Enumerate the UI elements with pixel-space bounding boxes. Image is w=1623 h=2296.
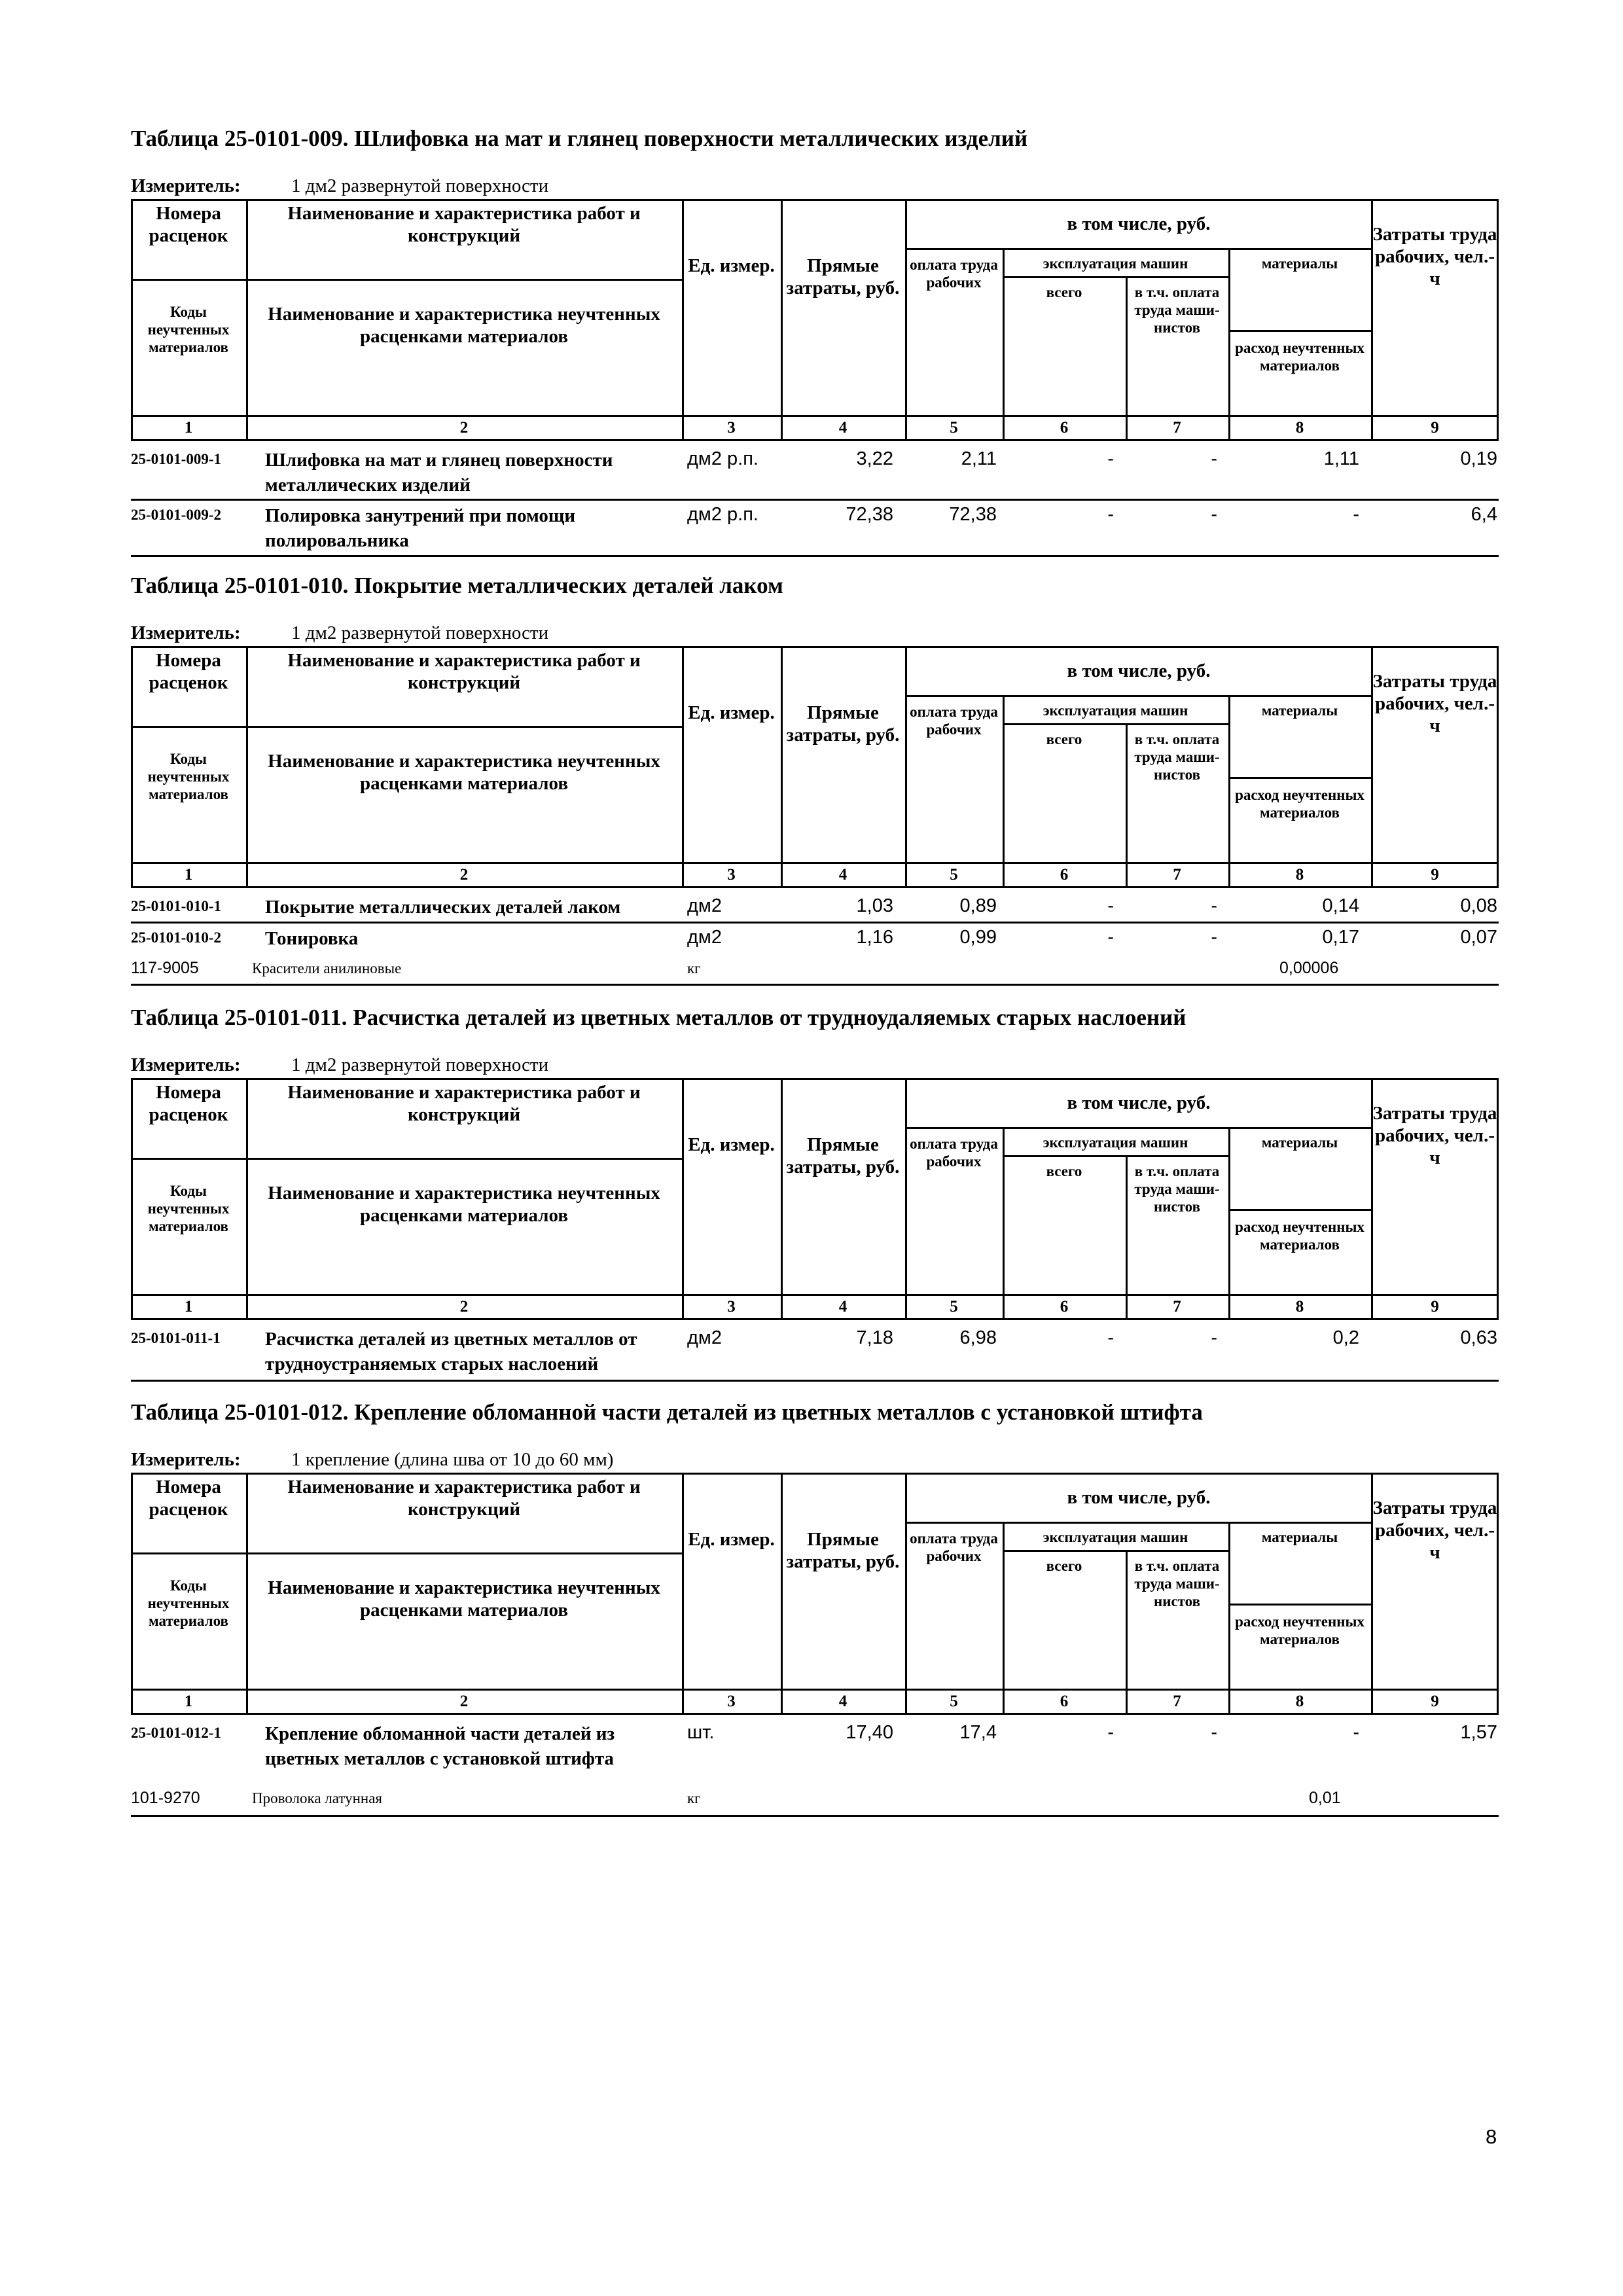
row-direct: 72,38 <box>846 504 893 525</box>
work-name-label: Наименование и характеристика работ и конструкций <box>287 650 641 693</box>
row-labor: 0,19 <box>1460 448 1497 469</box>
col-number: 9 <box>1431 1298 1439 1316</box>
row-mach-total: - <box>1107 504 1114 525</box>
material-qty: 0,00006 <box>1279 959 1339 977</box>
measure-label: Измеритель: <box>131 1449 241 1470</box>
material-code: 101-9270 <box>131 1789 200 1807</box>
row-materials: 0,2 <box>1332 1327 1359 1348</box>
including-label: в том числе, руб. <box>1067 213 1211 234</box>
row-name-line1: Покрытие металлических деталей лаком <box>265 897 621 918</box>
measure-label: Измеритель: <box>131 175 241 196</box>
row-pay: 0,99 <box>959 927 997 948</box>
unaccounted-consumption-label: расход неучтенных материалов <box>1235 1219 1364 1253</box>
row-mach-total: - <box>1107 1722 1114 1743</box>
row-direct: 17,40 <box>846 1722 893 1743</box>
row-pay: 6,98 <box>959 1327 997 1348</box>
material-name: Красители анилиновые <box>252 960 402 977</box>
rate-numbers-label: Номера расценок <box>149 1082 228 1125</box>
measure-label: Измеритель: <box>131 622 241 643</box>
work-name-label: Наименование и характеристика работ и конструкций <box>287 203 641 246</box>
unaccounted-consumption-label: расход неучтенных материалов <box>1235 787 1364 821</box>
col-number: 3 <box>727 866 736 884</box>
machine-operation-label: эксплуатация машин <box>1043 1529 1188 1545</box>
col-number: 9 <box>1431 419 1439 437</box>
col-number: 5 <box>950 1298 958 1316</box>
rate-code: 25-0101-009-1 <box>131 451 221 467</box>
including-label: в том числе, руб. <box>1067 1487 1211 1508</box>
col-number: 4 <box>838 419 847 437</box>
material-code: 117-9005 <box>131 959 199 977</box>
row-pay: 2,11 <box>961 448 997 469</box>
row-name-line2: цветных металлов с установкой штифта <box>265 1748 615 1769</box>
col-number: 3 <box>727 1298 736 1316</box>
measure-value: 1 дм2 развернутой поверхности <box>291 1054 549 1075</box>
table-header <box>131 199 1499 441</box>
row-materials: 0,17 <box>1322 927 1359 948</box>
page-number: 8 <box>1486 2125 1497 2148</box>
unaccounted-consumption-label: расход неучтенных материалов <box>1235 340 1364 374</box>
machinist-pay-label: в т.ч. оплата труда маши-нистов <box>1134 1558 1220 1609</box>
row-name-line2: полировальника <box>265 530 409 551</box>
col-number: 4 <box>838 1298 847 1316</box>
col-number: 6 <box>1060 1693 1069 1710</box>
row-name-line1: Тонировка <box>265 928 359 949</box>
material-unit: кг <box>687 960 701 977</box>
machinist-pay-label: в т.ч. оплата труда маши-нистов <box>1134 1163 1220 1215</box>
workers-pay-label: оплата труда рабочих <box>910 704 998 738</box>
col-number: 1 <box>184 419 193 437</box>
workers-pay-label: оплата труда рабочих <box>910 1136 998 1170</box>
work-name-label: Наименование и характеристика работ и конструкций <box>287 1477 641 1520</box>
row-direct: 7,18 <box>856 1327 893 1348</box>
measure-value: 1 крепление (длина шва от 10 до 60 мм) <box>291 1449 614 1470</box>
row-unit: дм2 р.п. <box>687 448 758 469</box>
unit-label: Ед. измер. <box>688 702 775 723</box>
measure-label: Измеритель: <box>131 1054 241 1075</box>
col-number: 4 <box>838 1693 847 1710</box>
col-number: 2 <box>459 866 469 884</box>
row-labor: 0,63 <box>1460 1327 1497 1348</box>
unit-label: Ед. измер. <box>688 255 775 276</box>
col-number: 5 <box>950 866 958 884</box>
row-labor: 0,08 <box>1460 895 1497 916</box>
row-mach-pay: - <box>1211 895 1217 916</box>
row-materials: 0,14 <box>1322 895 1359 916</box>
work-name-label: Наименование и характеристика работ и конструкций <box>287 1082 641 1125</box>
table-header <box>131 646 1499 888</box>
table-title: Таблица 25-0101-009. Шлифовка на мат и глянец поверхности металлических изделий <box>131 126 1028 151</box>
row-mach-pay: - <box>1211 448 1217 469</box>
total-label: всего <box>1046 731 1082 747</box>
row-name-line1: Расчистка деталей из цветных металлов от <box>265 1329 637 1350</box>
row-pay: 17,4 <box>959 1722 997 1743</box>
workers-pay-label: оплата труда рабочих <box>910 257 998 291</box>
col-number: 6 <box>1060 866 1069 884</box>
row-direct: 1,16 <box>856 927 893 948</box>
row-name-line1: Полировка занутрений при помощи <box>265 505 576 526</box>
col-number: 2 <box>459 419 469 437</box>
row-unit: дм2 р.п. <box>687 504 758 525</box>
row-mach-pay: - <box>1211 1327 1217 1348</box>
col-number: 8 <box>1295 419 1304 437</box>
row-mach-pay: - <box>1211 1722 1217 1743</box>
measure-value: 1 дм2 развернутой поверхности <box>291 175 549 196</box>
table-header <box>131 1078 1499 1320</box>
rate-code: 25-0101-012-1 <box>131 1725 221 1741</box>
row-name-line2: металлических изделий <box>265 475 471 495</box>
col-number: 7 <box>1173 866 1181 884</box>
row-mach-total: - <box>1107 448 1114 469</box>
rate-numbers-label: Номера расценок <box>149 650 228 693</box>
materials-label: материалы <box>1261 255 1338 272</box>
labor-costs-label: Затраты труда рабочих, чел.-ч <box>1372 1498 1497 1563</box>
col-number: 8 <box>1295 1693 1304 1710</box>
unit-label: Ед. измер. <box>688 1134 775 1155</box>
material-name-label: Наименование и характеристика неучтенных расценками материалов <box>268 1577 660 1621</box>
codes-label: Коды неучтенных материалов <box>147 751 230 802</box>
row-labor: 1,57 <box>1460 1722 1497 1743</box>
measure-value: 1 дм2 развернутой поверхности <box>291 622 549 643</box>
row-direct: 1,03 <box>856 895 893 916</box>
unaccounted-consumption-label: расход неучтенных материалов <box>1235 1613 1364 1647</box>
direct-costs-label: Прямые затраты, руб. <box>786 255 900 298</box>
col-number: 7 <box>1173 1298 1181 1316</box>
row-name-line2: трудноустраняемых старых наслоений <box>265 1354 599 1374</box>
col-number: 5 <box>950 1693 958 1710</box>
codes-label: Коды неучтенных материалов <box>147 1577 230 1629</box>
row-materials: 1,11 <box>1323 448 1359 469</box>
material-name-label: Наименование и характеристика неучтенных расценками материалов <box>268 751 660 794</box>
labor-costs-label: Затраты труда рабочих, чел.-ч <box>1372 671 1497 736</box>
col-number: 2 <box>459 1298 469 1316</box>
rate-code: 25-0101-011-1 <box>131 1330 221 1346</box>
including-label: в том числе, руб. <box>1067 1092 1211 1113</box>
materials-label: материалы <box>1261 702 1338 719</box>
row-direct: 3,22 <box>856 448 893 469</box>
col-number: 7 <box>1173 419 1181 437</box>
col-number: 9 <box>1431 1693 1439 1710</box>
labor-costs-label: Затраты труда рабочих, чел.-ч <box>1372 1103 1497 1168</box>
table-header <box>131 1473 1499 1715</box>
rate-numbers-label: Номера расценок <box>149 1477 228 1520</box>
rate-numbers-label: Номера расценок <box>149 203 228 246</box>
codes-label: Коды неучтенных материалов <box>147 1183 230 1234</box>
col-number: 3 <box>727 1693 736 1710</box>
measure <box>131 1449 614 1471</box>
direct-costs-label: Прямые затраты, руб. <box>786 702 900 745</box>
col-number: 9 <box>1431 866 1439 884</box>
machine-operation-label: эксплуатация машин <box>1043 702 1188 719</box>
row-name-line1: Крепление обломанной части деталей из <box>265 1723 615 1744</box>
row-pay: 0,89 <box>959 895 997 916</box>
col-number: 1 <box>184 1693 193 1710</box>
row-unit: шт. <box>687 1722 715 1743</box>
row-unit: дм2 <box>687 1327 722 1348</box>
measure <box>131 622 549 644</box>
row-mach-total: - <box>1107 895 1114 916</box>
direct-costs-label: Прямые затраты, руб. <box>786 1134 900 1177</box>
col-number: 1 <box>184 1298 193 1316</box>
workers-pay-label: оплата труда рабочих <box>910 1530 998 1564</box>
total-label: всего <box>1046 1163 1082 1179</box>
row-materials: - <box>1353 1722 1359 1743</box>
col-number: 2 <box>459 1693 469 1710</box>
measure <box>131 175 549 197</box>
material-name-label: Наименование и характеристика неучтенных расценками материалов <box>268 1183 660 1226</box>
direct-costs-label: Прямые затраты, руб. <box>786 1529 900 1572</box>
materials-label: материалы <box>1261 1134 1338 1151</box>
col-number: 1 <box>184 866 193 884</box>
row-pay: 72,38 <box>949 504 997 525</box>
rate-code: 25-0101-010-1 <box>131 898 221 914</box>
machinist-pay-label: в т.ч. оплата труда маши-нистов <box>1134 284 1220 336</box>
machine-operation-label: эксплуатация машин <box>1043 255 1188 272</box>
col-number: 6 <box>1060 1298 1069 1316</box>
table-title: Таблица 25-0101-010. Покрытие металлических деталей лаком <box>131 573 783 598</box>
col-number: 7 <box>1173 1693 1181 1710</box>
labor-costs-label: Затраты труда рабочих, чел.-ч <box>1372 224 1497 289</box>
row-mach-pay: - <box>1211 927 1217 948</box>
row-labor: 0,07 <box>1460 927 1497 948</box>
machine-operation-label: эксплуатация машин <box>1043 1134 1188 1151</box>
row-materials: - <box>1353 504 1359 525</box>
row-unit: дм2 <box>687 927 722 948</box>
material-name: Проволока латунная <box>252 1790 383 1806</box>
col-number: 5 <box>950 419 958 437</box>
row-mach-total: - <box>1107 1327 1114 1348</box>
table-title: Таблица 25-0101-012. Крепление обломанной части деталей из цветных металлов с установкой штифта <box>131 1399 1203 1425</box>
materials-label: материалы <box>1261 1529 1338 1545</box>
including-label: в том числе, руб. <box>1067 660 1211 681</box>
table-title: Таблица 25-0101-011. Расчистка деталей из цветных металлов от трудноудаляемых старых наслоений <box>131 1005 1186 1030</box>
col-number: 4 <box>838 866 847 884</box>
row-name-line1: Шлифовка на мат и глянец поверхности <box>265 450 613 471</box>
total-label: всего <box>1046 1558 1082 1574</box>
col-number: 8 <box>1295 866 1304 884</box>
rate-code: 25-0101-010-2 <box>131 929 221 946</box>
material-name-label: Наименование и характеристика неучтенных расценками материалов <box>268 304 660 347</box>
material-unit: кг <box>687 1790 701 1806</box>
row-mach-pay: - <box>1211 504 1217 525</box>
material-qty: 0,01 <box>1309 1789 1341 1807</box>
machinist-pay-label: в т.ч. оплата труда маши-нистов <box>1134 731 1220 783</box>
col-number: 8 <box>1295 1298 1304 1316</box>
col-number: 6 <box>1060 419 1069 437</box>
row-labor: 6,4 <box>1471 504 1497 525</box>
codes-label: Коды неучтенных материалов <box>147 304 230 355</box>
unit-label: Ед. измер. <box>688 1529 775 1550</box>
measure <box>131 1054 549 1076</box>
total-label: всего <box>1046 284 1082 300</box>
row-mach-total: - <box>1107 927 1114 948</box>
col-number: 3 <box>727 419 736 437</box>
rate-code: 25-0101-009-2 <box>131 507 221 523</box>
row-unit: дм2 <box>687 895 722 916</box>
